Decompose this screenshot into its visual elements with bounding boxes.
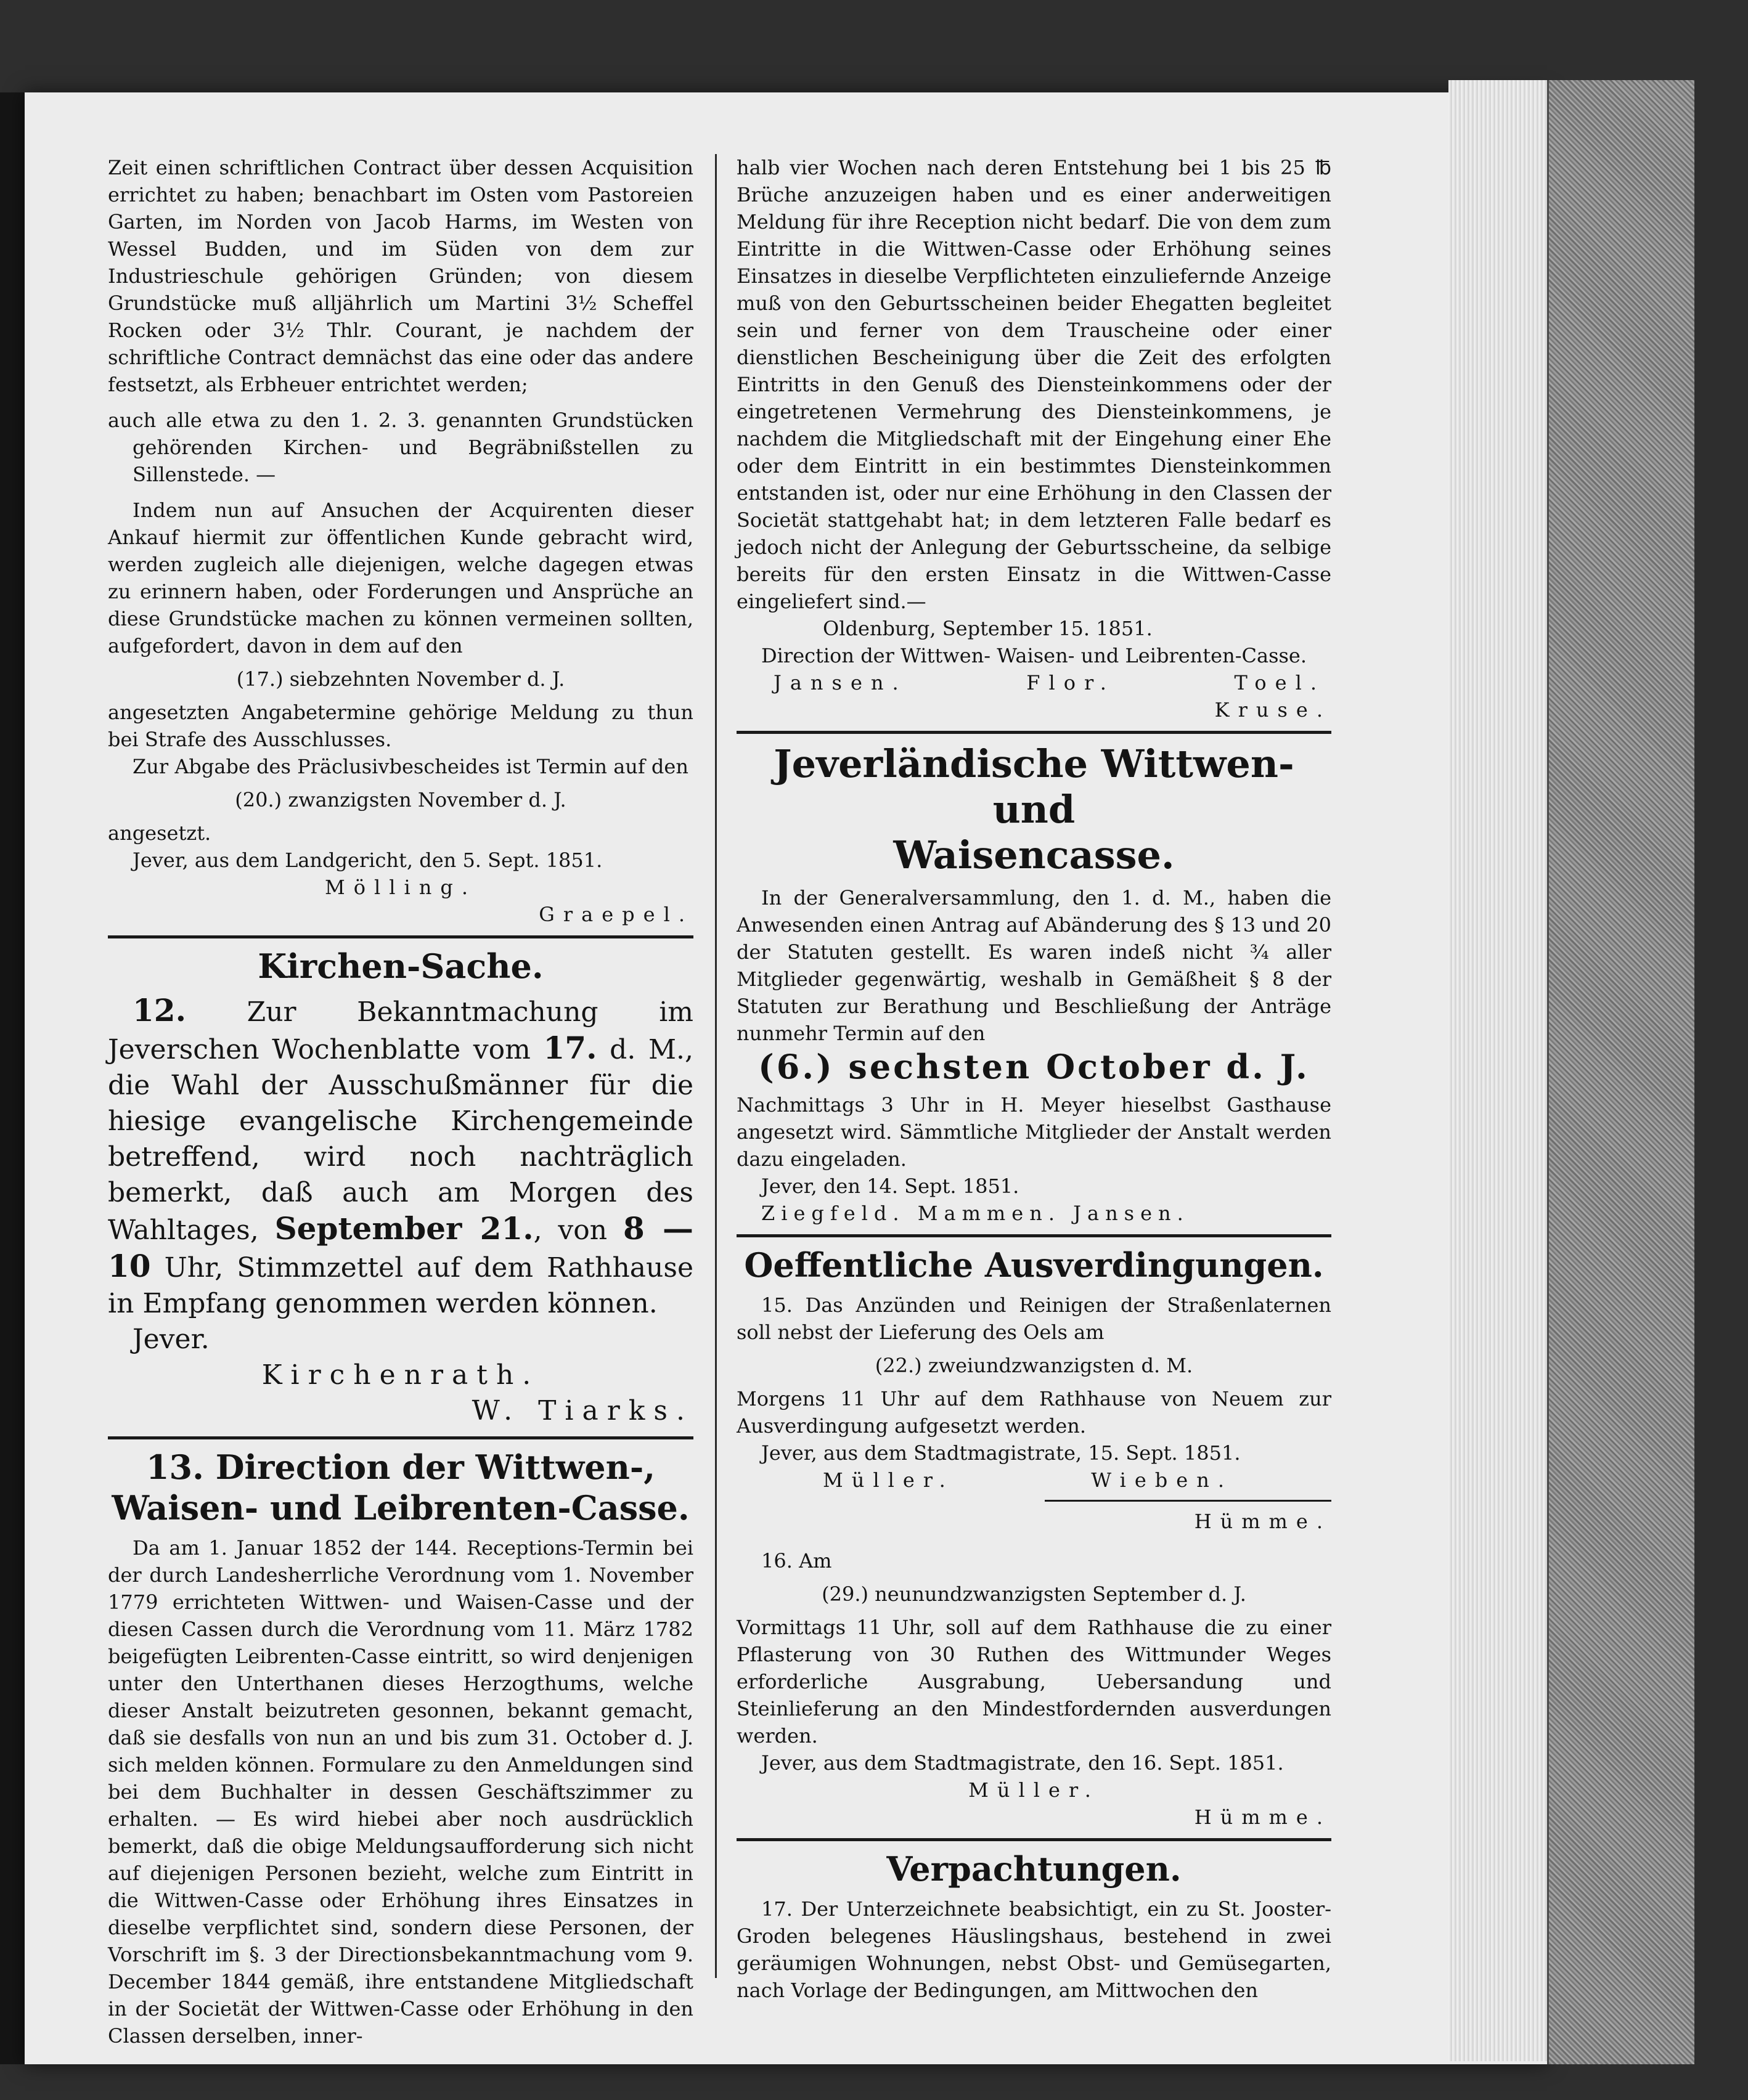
facing-page-edge (0, 92, 25, 2064)
text: Zur Bekanntmachung im Jeverschen Wochenblatte vom (108, 996, 693, 1065)
section-heading: Waisencasse. (893, 832, 1175, 877)
paragraph: angesetzt. (108, 821, 211, 845)
date-line: (20.) zwanzigsten November d. J. (235, 788, 566, 812)
place-date: Jever, aus dem Stadtmagistrate, 15. Sept. 1851. (761, 1441, 1241, 1465)
signature: Müller. (968, 1778, 1100, 1802)
paragraph: halb vier Wochen nach deren Entstehung bei 1 bis 25 ℔ Brüche anzuzeigen haben und es einer anderweitigen Meldung für ihre Reception nicht bedarf. Die von dem zum Eintritte in die Wittwen-Casse oder Erhöhung seines Einsatzes in dieselbe Verpflichteten einzuliefernde Anzeige muß von den Geburtsscheinen beider Ehegatten begleitet sein und ferner von dem Trauscheine oder einer dienstlichen Bescheinigung über die Zeit des erfolgten Eintritts in den Genuß des Diensteinkommens oder der eingetretenen Vermehrung des Diensteinkommens, je nachdem die Mitgliedschaft mit der Eingehung einer Ehe oder dem Eintritt in ein bestimmtes Diensteinkommen entstanden ist, oder nur eine Erhöhung in den Classen der Societät stattgehabt hat; in dem letzteren Falle bedarf es jedoch nicht der Anlegung der Geburtsscheine, da selbige bereits für den ersten Einsatz in die Wittwen-Casse eingeliefert sind.— (737, 156, 1331, 613)
paragraph: Zur Abgabe des Präclusivbescheides ist Termin auf den (133, 755, 688, 778)
section-heading: Jeverländische Wittwen- und (774, 741, 1294, 832)
section-rule (737, 1234, 1331, 1237)
signature: Hümme. (1194, 1805, 1331, 1829)
paragraph: auch alle etwa zu den 1. 2. 3. genannten Grundstücken gehörenden Kirchen- und Begräbnißstellen zu Sillenstede. — (108, 409, 693, 486)
signature: Hümme. (1194, 1510, 1331, 1533)
section-rule (108, 1436, 693, 1439)
place-date: Jever, aus dem Stadtmagistrate, den 16. Sept. 1851. (761, 1751, 1284, 1775)
bold-date: September 21. (274, 1210, 534, 1247)
right-column (737, 154, 1331, 2004)
section-rule (737, 1838, 1331, 1841)
date-line: (17.) siebzehnten November d. J. (236, 667, 565, 691)
signature: W. Tiarks. (472, 1395, 693, 1426)
signature-rule (1045, 1500, 1331, 1502)
signature: Kirchenrath. (261, 1359, 540, 1391)
paragraph: Morgens 11 Uhr auf dem Rathhause von Neuem zur Ausverdingung aufgesetzt werden. (737, 1387, 1331, 1438)
date-line: (29.) neunundzwanzigsten September d. J. (822, 1582, 1246, 1606)
bold-date: (6.) sechsten October d. J. (758, 1047, 1310, 1086)
signature: Wieben. (1091, 1468, 1233, 1492)
paragraph: Zeit einen schriftlichen Contract über dessen Acquisition errichtet zu haben; benachbart im Osten vom Pastoreien Garten, im Norden von Jacob Harms, im Westen von Wessel Budden, und im Süden von dem zur Industrieschule gehörigen Gründen; von diesem Grundstücke muß alljährlich um Martini 3½ Scheffel Rocken oder 3½ Thlr. Courant, je nachdem der schriftliche Contract demnächst das eine oder das andere festsetzt, als Erbheuer entrichtet werden; (108, 156, 693, 396)
date-line (737, 1047, 1331, 1086)
section-heading: Verpachtungen. (886, 1849, 1182, 1889)
paragraph: Nachmittags 3 Uhr in H. Meyer hieselbst Gasthause angesetzt wird. Sämmtliche Mitglieder der Anstalt werden dazu eingeladen. (737, 1093, 1331, 1171)
text: d. M., die Wahl der Ausschußmänner für die hiesige evangelische Kirchengemeinde betreffend, wird noch nachträglich bemerkt, daß auch am Morgen des Wahltages, (108, 1034, 693, 1246)
column-divider (715, 154, 717, 1978)
text: Uhr, Stimmzettel auf dem Rathhause in Empfang genommen werden können. (108, 1252, 693, 1319)
place: Jever. (133, 1324, 210, 1355)
paragraph: 16. Am (761, 1549, 832, 1573)
paragraph: In der Generalversammlung, den 1. d. M., haben die Anwesenden einen Antrag auf Abänderung des § 13 und 20 der Statuten gestellt. Es waren indeß nicht ¾ aller Mitglieder gegenwärtig, weshalb in Gemäßheit § 8 der Statuten zur Berathung und Beschließung der Anträge nunmehr Termin auf den (737, 886, 1331, 1045)
section-heading: Waisen- und Leibrenten-Casse. (112, 1488, 690, 1528)
paragraph: angesetzten Angabetermine gehörige Meldung zu thun bei Strafe des Ausschlusses. (108, 701, 693, 751)
notice-number: 12. (133, 992, 186, 1028)
signature: Graepel. (539, 903, 693, 926)
signature-row: Ziegfeld. Mammen. Jansen. (761, 1202, 1190, 1225)
place-date: Jever, aus dem Landgericht, den 5. Sept. 1851. (133, 849, 603, 872)
date-line: (22.) zweiundzwanzigsten d. M. (875, 1354, 1193, 1377)
bold-date: 17. (543, 1030, 597, 1066)
signature-row (737, 1467, 1331, 1494)
paragraph: 15. Das Anzünden und Reinigen der Straßenlaternen soll nebst der Lieferung des Oels am (737, 1293, 1331, 1344)
place-date: Jever, den 14. Sept. 1851. (761, 1174, 1019, 1198)
signature: Mölling. (325, 876, 476, 899)
signature: Müller. (823, 1468, 954, 1492)
signature: Kruse. (1214, 698, 1331, 722)
section-rule (108, 935, 693, 938)
paragraph: Da am 1. Januar 1852 der 144. Receptions-Termin bei der durch Landesherrliche Verordnung vom 1. November 1779 errichteten Wittwen- und Waisen-Casse und der diesen Cassen durch die Verordnung vom 11. März 1782 beigefügten Leibrenten-Casse eintritt, so wird denjenigen unter den Unterthanen dieses Herzogthums, welche dieser Anstalt beizutreten gesonnen, bekannt gemacht, daß sie desfalls von nun an und bis zum 31. October d. J. sich melden können. Formulare zu den Anmeldungen sind bei dem Buchhalter in dessen Geschäftszimmer zu erhalten. — Es wird hiebei aber noch ausdrücklich bemerkt, daß die obige Meldungsaufforderung sich nicht auf diejenigen Personen bezieht, welche zum Eintritt in die Wittwen-Casse oder Erhöhung ihres Einsatzes in dieselbe verpflichtet sind, sondern diese Personen, der Vorschrift im §. 3 der Directionsbekanntmachung vom 9. December 1844 gemäß, ihre entstandene Mitgliedschaft in der Societät der Wittwen-Casse oder Erhöhung in den Classen derselben, inner- (108, 1536, 693, 2048)
paragraph: 17. Der Unterzeichnete beabsichtigt, ein zu St. Jooster-Groden belegenes Häuslingshaus, bestehend in zwei geräumigen Wohnungen, nebst Obst- und Gemüsegarten, nach Vorlage der Bedingungen, am Mittwochen den (737, 1897, 1331, 2002)
page-stack-edges (1448, 80, 1548, 2061)
section-heading: Kirchen-Sache. (258, 946, 544, 986)
section-rule (737, 731, 1331, 734)
bold-time: 8 — 10 (108, 1210, 693, 1284)
section-heading: Oeffentliche Ausverdingungen. (744, 1245, 1324, 1285)
paragraph: Vormittags 11 Uhr, soll auf dem Rathhause die zu einer Pflasterung von 30 Ruthen des Wittmunder Weges erforderliche Ausgrabung, Uebersandung und Steinlieferung an den Mindestfordernden ausverdungen werden. (737, 1616, 1331, 1748)
signature: Jansen. (774, 671, 907, 694)
notice-12 (108, 993, 693, 1322)
signature: Toel. (1234, 671, 1325, 694)
book-binding (1547, 80, 1694, 2064)
signature-row (737, 669, 1331, 696)
place-date: Oldenburg, September 15. 1851. (823, 617, 1153, 640)
paragraph: Indem nun auf Ansuchen der Acquirenten dieser Ankauf hiermit zur öffentlichen Kunde gebracht wird, werden zugleich alle diejenigen, welche dagegen etwas zu erinnern haben, oder Forderungen und Ansprüche an diese Grundstücke machen zu können vermeinen sollten, aufgefordert, davon in dem auf den (108, 499, 693, 657)
signature: Flor. (1026, 671, 1115, 694)
text: , von (533, 1215, 608, 1246)
section-heading: 13. Direction der Wittwen-, (145, 1447, 656, 1487)
signatory: Direction der Wittwen- Waisen- und Leibrenten-Casse. (761, 644, 1307, 667)
left-column (108, 154, 693, 2049)
